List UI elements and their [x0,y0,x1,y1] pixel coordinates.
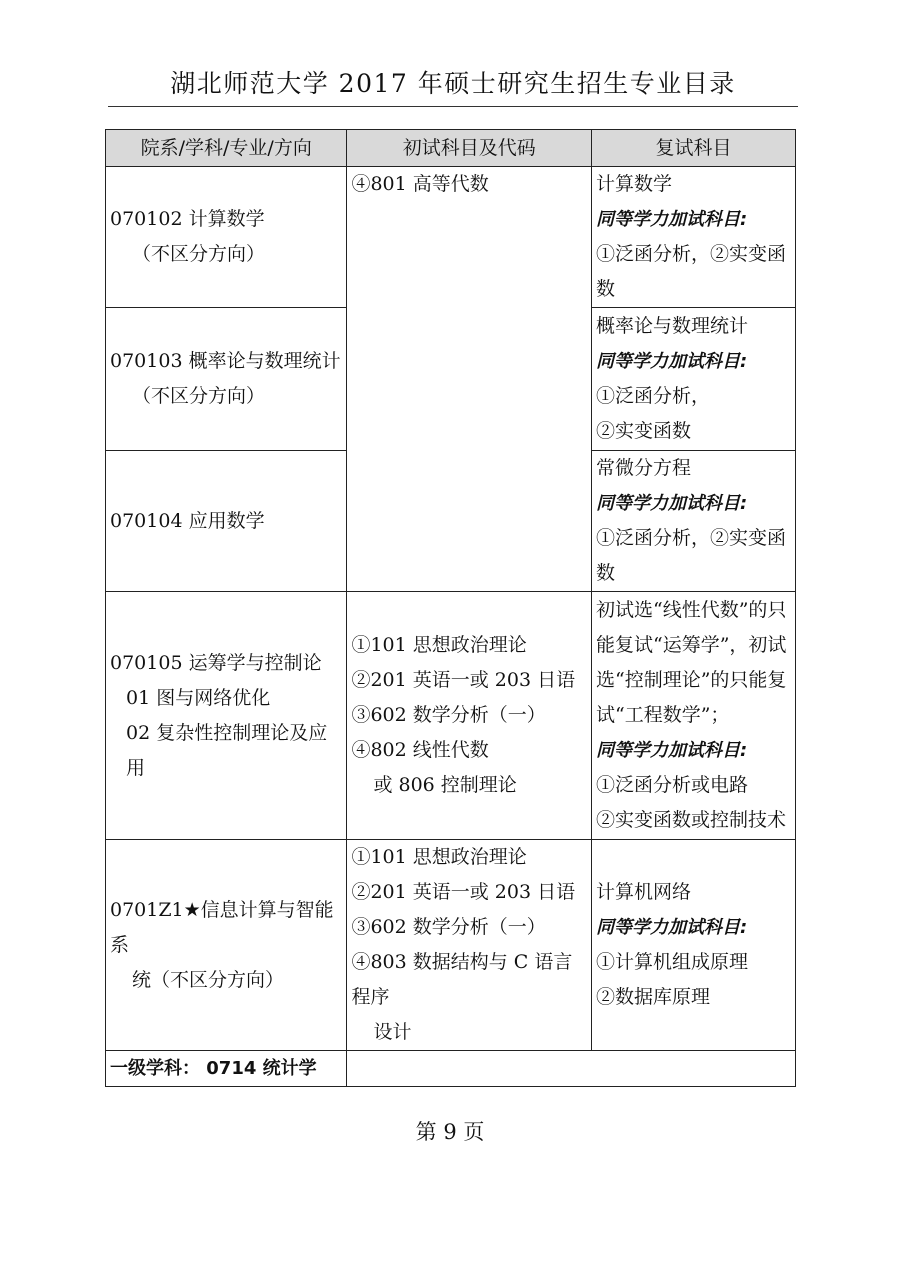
header-major: 院系/学科/专业/方向 [106,130,347,167]
exam-cell [347,592,592,840]
exam-item: ①101 思想政治理论 [351,846,527,868]
equiv-subject: ②实变函数或控制技术 [596,809,787,831]
header-retest: 复试科目 [592,130,796,167]
equiv-subject: ①计算机组成原理 [596,951,749,973]
major-cell [106,840,347,1051]
equiv-subject: ①泛函分析， [596,385,711,407]
major-cell [106,308,347,451]
page-header-title: 湖北师范大学 2017 年硕士研究生招生专业目录 [170,69,736,98]
major-direction: （不区分方向） [132,243,266,265]
retest-subject: 选“控制理论”的只能复 [596,669,787,691]
discipline-cell [106,1051,347,1087]
exam-item: ③602 数学分析（一） [351,916,546,938]
exam-cell [347,840,592,1051]
retest-subject: 常微分方程 [596,457,692,479]
major-direction: 统（不区分方向） [132,968,285,991]
discipline-label: 一级学科： 0714 统计学 [110,1058,317,1079]
equiv-subject: ①泛函分析，②实变函数 [596,527,787,584]
retest-cell [592,592,796,840]
exam-item: ④803 数据结构与 C 语言程序 [351,951,573,1008]
retest-cell [592,308,796,451]
admissions-catalog-table [105,129,796,1087]
page-number: 第 9 页 [415,1120,485,1144]
discipline-empty-cell [347,1051,796,1087]
retest-subject: 能复试“运筹学”，初试 [596,634,787,656]
major-cell [106,592,347,840]
equiv-subject: ①泛函分析，②实变函数 [596,243,787,300]
equiv-label: 同等学力加试科目: [596,740,748,761]
major-direction: （不区分方向） [132,385,266,407]
retest-subject: 概率论与数理统计 [596,315,749,337]
major-name: 070102 计算数学 [110,208,265,230]
table-row [106,167,796,308]
exam-item: ②201 英语一或 203 日语 [351,881,576,903]
retest-cell [592,167,796,308]
retest-subject: 试“工程数学”； [596,704,730,726]
exam-item: ④801 高等代数 [351,173,489,195]
exam-item: 设计 [373,1021,412,1043]
major-name: 0701Z1★信息计算与智能系 [110,898,334,956]
major-direction: 01 图与网络优化 [126,686,271,709]
equiv-label: 同等学力加试科目: [596,351,748,372]
shared-exam-cell [347,167,592,592]
major-cell [106,451,347,592]
major-name: 070105 运筹学与控制论 [110,651,322,674]
equiv-label: 同等学力加试科目: [596,917,748,938]
retest-cell [592,451,796,592]
table-row [106,840,796,1051]
exam-item: ①101 思想政治理论 [351,634,527,656]
table-row [106,592,796,840]
equiv-subject: ①泛函分析或电路 [596,774,749,796]
major-cell [106,167,347,308]
exam-item: ②201 英语一或 203 日语 [351,669,576,691]
exam-item: 或 806 控制理论 [373,774,517,796]
header-divider [108,106,798,107]
retest-subject: 计算数学 [596,173,673,195]
table-header-row [106,130,796,167]
retest-cell [592,840,796,1051]
exam-item: ④802 线性代数 [351,739,489,761]
equiv-label: 同等学力加试科目: [596,493,748,514]
major-direction: 02 复杂性控制理论及应用 [126,721,328,779]
retest-subject: 计算机网络 [596,881,692,903]
equiv-subject: ②数据库原理 [596,986,711,1008]
discipline-row [106,1051,796,1087]
header-initial-exam: 初试科目及代码 [347,130,592,167]
major-name: 070103 概率论与数理统计 [110,350,341,372]
equiv-subject: ②实变函数 [596,420,692,442]
major-name: 070104 应用数学 [110,509,265,532]
exam-item: ③602 数学分析（一） [351,704,546,726]
equiv-label: 同等学力加试科目: [596,209,748,230]
retest-subject: 初试选“线性代数”的只 [596,599,787,621]
